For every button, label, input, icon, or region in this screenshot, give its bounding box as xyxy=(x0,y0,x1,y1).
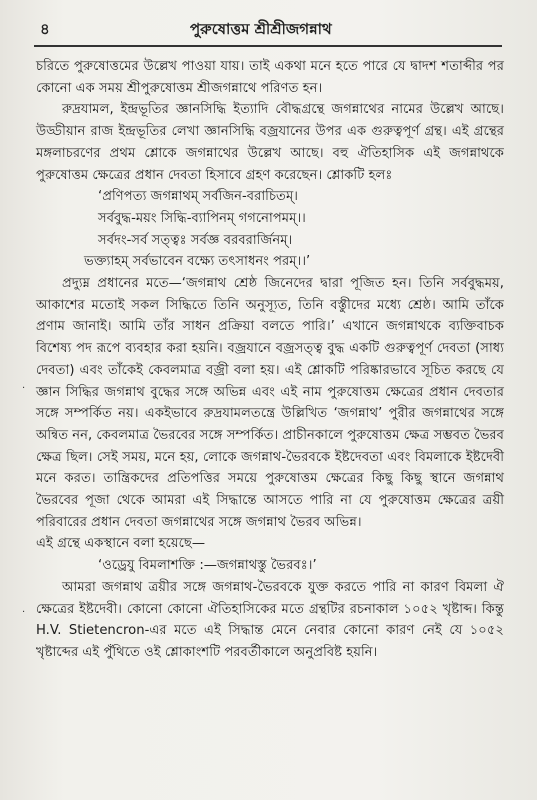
header-rule xyxy=(34,45,502,47)
paragraph-5: আমরা জগন্নাথ ত্রয়ীর সঙ্গে জগন্নাথ-ভৈরবকে যুক্ত করতে পারি না কারণ বিমলা ঐ ক্ষেত্রের ইষ্টদেবী। কোনো কোনো ঐতিহাসিকের মতে গ্রন্থটির রচনাকাল ১০৫২ খৃষ্টাব্দ। কিন্তু H.V. Stietencron-এর মতে এই সিদ্ধান্ত মেনে নেবার কোনো কারণ নেই যে ১০৫২ খৃষ্টাব্দের এই পুঁথিতে ওই শ্লোকাংশটি পরবর্তীকালে অনুপ্রবিষ্ট হয়নি। xyxy=(36,579,504,660)
paragraph-2: রুদ্রযামল, ইন্দ্রভূতির জ্ঞানসিদ্ধি ইত্যাদি বৌদ্ধগ্রন্থে জগন্নাথের নামের উল্লেখ আছে। উড্ডীয়ান রাজ ইন্দ্রভূতির লেখা জ্ঞানসিদ্ধি বজ্রযানের উপর এক গুরুত্বপূর্ণ গ্রন্থ। এই গ্রন্থের মঙ্গলাচরণের প্রথম শ্লোকে জগন্নাথের উল্লেখ আছে। বহু ঐতিহাসিক এই জগন্নাথকে পুরুষোত্তম ক্ষেত্রের প্রধান দেবতা হিসাবে গ্রহণ করেছেন। শ্লোকটি হলঃ xyxy=(36,102,504,183)
paragraph-3: প্রদ্যুম্ন প্রধানের মতে—‘জগন্নাথ শ্রেষ্ঠ জিনেদের দ্বারা পূজিত হন। তিনি সর্ববুদ্ধময়, আকাশের মতোই সকল সিদ্ধিতে তিনি অনুস্যূত, তিনি বস্তুীদের মধ্যে শ্রেষ্ঠ। আমি তাঁকে প্রণাম জানাই। আমি তাঁর সাধন প্রক্রিয়া বলতে পারি।’ এখানে জগন্নাথকে ব্যক্তিবাচক বিশেষ্য পদ রূপে ব্যবহার করা হয়নি। বজ্রযানে বজ্রসত্ত্ব বুদ্ধ একটি গুরুত্বপূর্ণ দেবতা (সাধ্য দেবতা) এবং তাঁকেই কেবলমাত্র বজ্রী বলা হয়। এই শ্লোকটি পরিষ্কারভাবে সূচিত করছে যে জ্ঞান সিদ্ধির জগন্নাথ বুদ্ধের সঙ্গে অভিন্ন এবং এই নাম পুরুষোত্তম ক্ষেত্রের প্রধান দেবতার সঙ্গে সম্পর্কিত নয়। একইভাবে রুদ্রযামলতন্ত্রে উল্লিখিত ‘জগন্নাথ’ পুরীর জগন্নাথের সঙ্গে অন্বিত নন, কেবলমাত্র ভৈরবের সঙ্গে সম্পর্কিত। প্রাচীনকালে পুরুষোত্তম ক্ষেত্র সম্ভবত ভৈরব ক্ষেত্র ছিল। সেই সময়, মনে হয়, লোকে জগন্নাথ-ভৈরবকে ইষ্টদেবতা এবং বিমলাকে ইষ্টদেবী মনে করত। তান্ত্রিকদের প্রতিপত্তির সময়ে পুরুষোত্তম ক্ষেত্রের কিছু কিছু স্থানে জগন্নাথ ভৈরবের পূজা থেকে আমরা এই সিদ্ধান্তে আসতে পারি না যে পুরুষোত্তম ক্ষেত্রের ত্রয়ী পরিবারের প্রধান দেবতা জগন্নাথের সঙ্গে জগন্নাথ ভৈরব অভিন্ন। xyxy=(36,276,504,530)
page-header xyxy=(0,16,537,42)
page-number: ৪ xyxy=(40,20,50,38)
shloka-line-3: সর্বদং-সর্ব সত্ত্বঃ সর্বজ্ঞ বরবরার্জিনম্। xyxy=(98,232,293,248)
running-title: পুরুষোত্তম শ্রীশ্রীজগন্নাথ xyxy=(190,20,332,38)
margin-mark: . xyxy=(22,604,26,615)
shloka-line-1: ‘প্রণিপত্য জগন্নাথম্ সর্বজিন-বরাচিতম্। xyxy=(98,189,298,205)
shloka-line-2: সর্ববুদ্ধ-ময়ং সিদ্ধি-ব্যাপিনম্ গগনোপমম্।। xyxy=(98,210,306,226)
margin-mark: . xyxy=(22,380,26,391)
page-body xyxy=(36,56,504,664)
quote-verse: ‘ওড্রেযু বিমলাশক্তি :—জগন্নাথস্তু ভৈরবঃ।’ xyxy=(98,558,317,574)
paragraph-1: চরিতে পুরুষোত্তমের উল্লেখ পাওয়া যায়। তাই একথা মনে হতে পারে যে দ্বাদশ শতাব্দীর পর কোনো এক সময় শ্রীপুরুষোত্তম শ্রীজগন্নাথে পরিণত হন। xyxy=(36,59,504,96)
paragraph-4: এই গ্রন্থে একস্থানে বলা হয়েছে— xyxy=(36,536,206,552)
shloka-line-4: ভক্ত্যাহম্ সর্বভাবেন বক্ষ্যে তৎসাধনং পরম্।।’ xyxy=(84,254,311,270)
